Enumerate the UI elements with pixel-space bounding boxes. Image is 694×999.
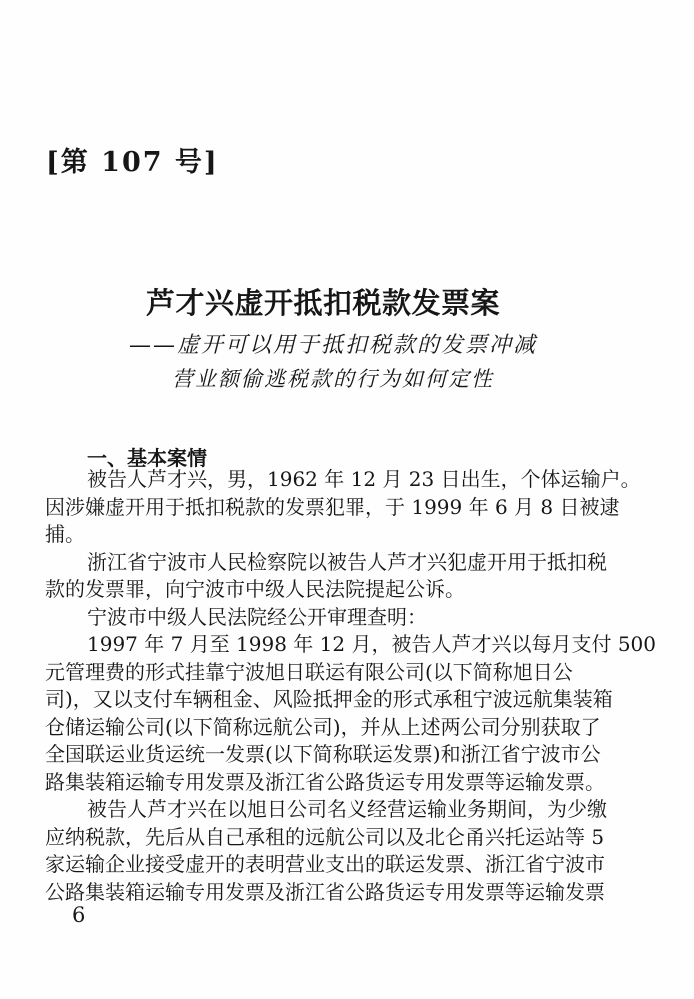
body-line: 家运输企业接受虚开的表明营业支出的联运发票、浙江省宁波市 — [45, 852, 605, 876]
body-line: 款的发票罪，向宁波市中级人民法院提起公诉。 — [45, 577, 465, 601]
body-line: 应纳税款，先后从自己承租的远航公司以及北仑甬兴托运站等 5 — [45, 824, 605, 849]
body-line: 1997 年 7 月至 1998 年 12 月，被告人芦才兴以每月支付 500 — [87, 632, 657, 656]
body-line: 浙江省宁波市人民检察院以被告人芦才兴犯虚开用于抵扣税 — [87, 549, 607, 574]
page-number: 6 — [72, 903, 86, 927]
case-title: 芦才兴虚开抵扣税款发票案 — [146, 286, 501, 320]
body-text — [45, 466, 657, 906]
body-line: 被告人芦才兴在以旭日公司名义经营运输业务期间，为少缴 — [87, 797, 607, 821]
body-line: 全国联运业货运统一发票(以下简称联运发票)和浙江省宁波市公 — [45, 742, 601, 766]
section-heading: 一、基本案情 — [87, 446, 207, 470]
body-line: 因涉嫌虚开用于抵扣税款的发票犯罪，于 1999 年 6 月 8 日被逮 — [45, 494, 620, 519]
body-line: 司)，又以支付车辆租金、风险抵押金的形式承租宁波远航集装箱 — [45, 687, 613, 711]
case-subtitle-line-1: ——虚开可以用于抵扣税款的发票冲减 — [129, 333, 538, 358]
case-subtitle-line-2: 营业额偷逃税款的行为如何定性 — [172, 367, 494, 391]
body-line: 元管理费的形式挂靠宁波旭日联运有限公司(以下简称旭日公 — [45, 659, 573, 684]
body-line: 仓储运输公司(以下简称远航公司)，并从上述两公司分别获取了 — [45, 714, 601, 739]
body-line: 捕。 — [45, 522, 85, 546]
body-line: 宁波市中级人民法院经公开审理查明： — [87, 604, 427, 629]
body-line: 被告人芦才兴，男，1962 年 12 月 23 日出生，个体运输户。 — [87, 467, 641, 491]
body-line: 公路集装箱运输专用发票及浙江省公路货运专用发票等运输发票 — [45, 879, 605, 904]
body-line: 路集装箱运输专用发票及浙江省公路货运专用发票等运输发票。 — [45, 769, 605, 794]
case-number-label: [第 107 号] — [46, 147, 219, 178]
